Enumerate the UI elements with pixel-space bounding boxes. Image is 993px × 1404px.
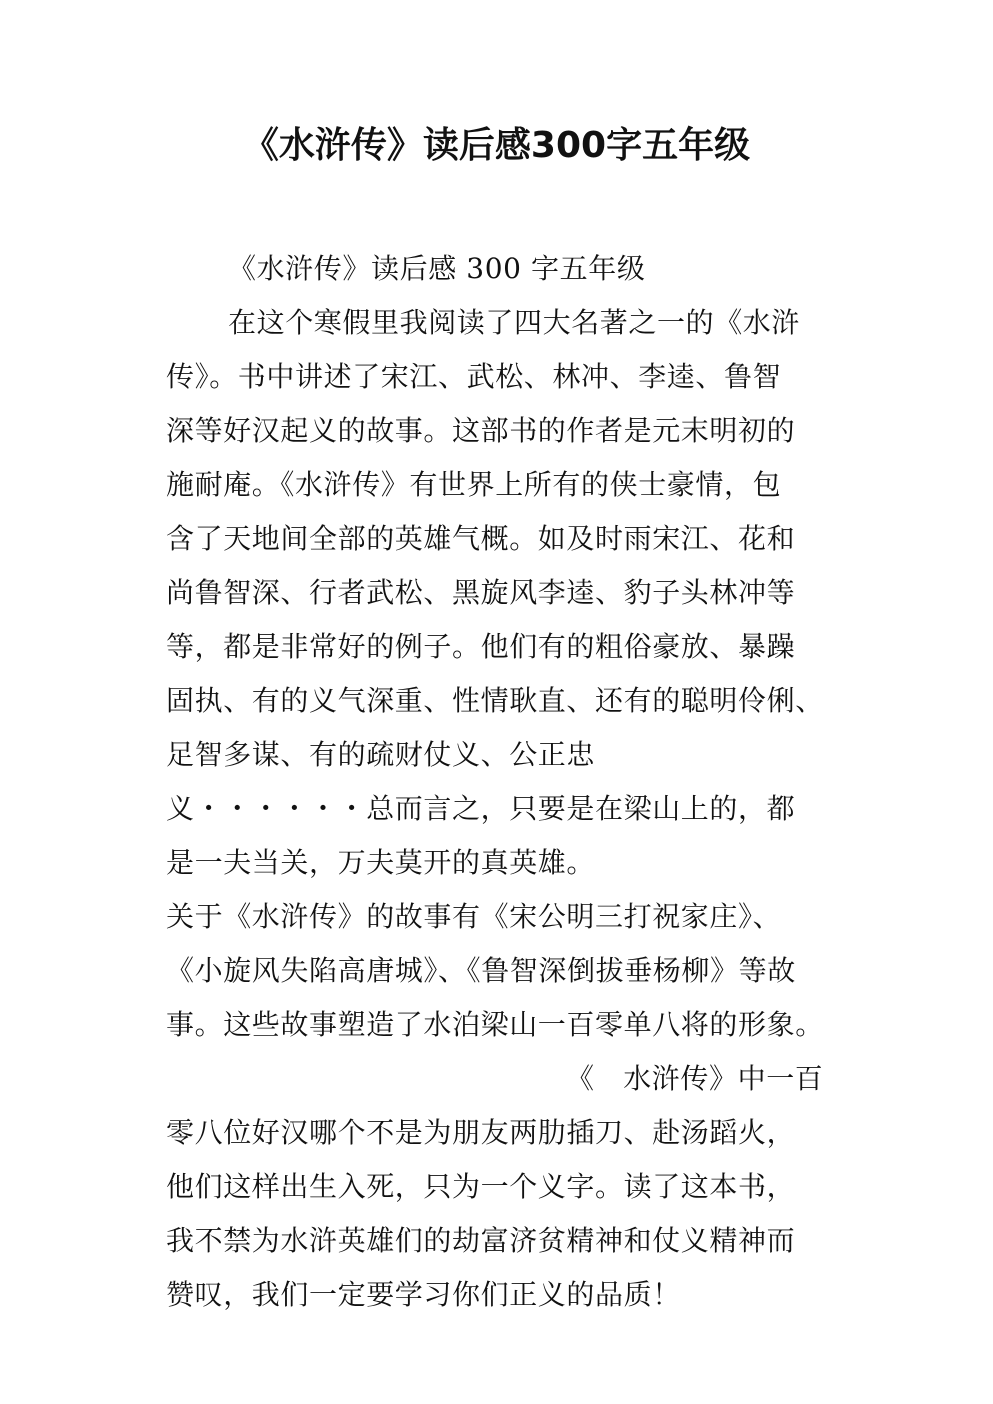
paragraph-line: 《小旋风失陷高唐城》、《鲁智深倒拔垂杨柳》等故 xyxy=(166,954,796,987)
paragraph-line: 事。这些故事塑造了水泊梁山一百零单八将的形象。 xyxy=(166,1008,824,1041)
paragraph-line: 施耐庵。《水浒传》有世界上所有的侠士豪情，包 xyxy=(166,468,782,501)
subtitle-line: 《水浒传》读后感 300 字五年级 xyxy=(228,252,646,285)
document-title: 《水浒传》读后感300字五年级 xyxy=(242,125,751,166)
paragraph-line: 含了天地间全部的英雄气概。如及时雨宋江、花和 xyxy=(166,522,796,555)
paragraph-line: 足智多谋、有的疏财仗义、公正忠 xyxy=(166,738,596,771)
paragraph-line: 关于《水浒传》的故事有《宋公明三打祝家庄》、 xyxy=(166,900,782,933)
paragraph-line: 在这个寒假里我阅读了四大名著之一的《水浒 xyxy=(228,306,801,339)
paragraph-line: 等，都是非常好的例子。他们有的粗俗豪放、暴躁 xyxy=(166,630,796,663)
paragraph-line: 深等好汉起义的故事。这部书的作者是元末明初的 xyxy=(166,414,796,447)
paragraph-line: 我不禁为水浒英雄们的劫富济贫精神和仗义精神而 xyxy=(166,1224,796,1257)
paragraph-line: 他们这样出生入死，只为一个义字。读了这本书， xyxy=(166,1170,796,1203)
paragraph-line: 赞叹，我们一定要学习你们正义的品质！ xyxy=(166,1278,681,1311)
paragraph-line: 《 水浒传》中一百 xyxy=(566,1062,824,1095)
document-body xyxy=(166,242,846,1322)
paragraph-line: 尚鲁智深、行者武松、黑旋风李逵、豹子头林冲等 xyxy=(166,576,796,609)
paragraph-line: 义・・・・・・总而言之，只要是在梁山上的，都 xyxy=(166,792,796,825)
paragraph-line: 固执、有的义气深重、性情耿直、还有的聪明伶俐、 xyxy=(166,684,824,717)
paragraph-line: 是一夫当关，万夫莫开的真英雄。 xyxy=(166,846,596,879)
paragraph-line: 零八位好汉哪个不是为朋友两肋插刀、赴汤蹈火， xyxy=(166,1116,796,1149)
paragraph-line: 传》。书中讲述了宋江、武松、林冲、李逵、鲁智 xyxy=(166,360,782,393)
